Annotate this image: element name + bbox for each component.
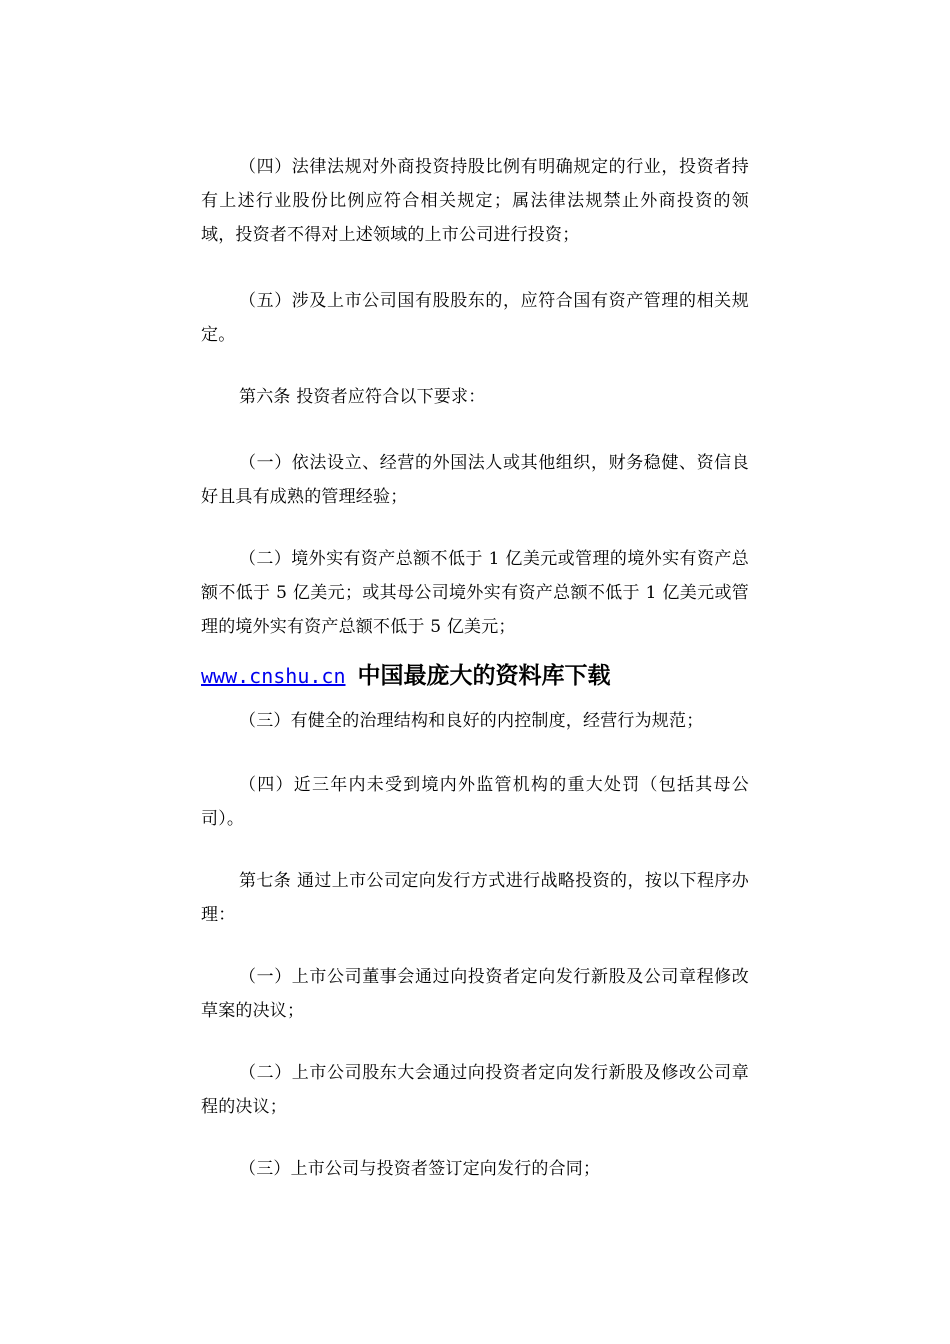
banner-slogan: 中国最庞大的资料库下载 xyxy=(357,663,611,689)
paragraph-procedure-2: （二）上市公司股东大会通过向投资者定向发行新股及修改公司章程的决议； xyxy=(201,1063,749,1117)
site-banner xyxy=(201,656,611,696)
paragraph-procedure-3: （三）上市公司与投资者签订定向发行的合同； xyxy=(239,1159,601,1179)
paragraph-investor-req-1: （一）依法设立、经营的外国法人或其他组织，财务稳健、资信良好且具有成熟的管理经验； xyxy=(201,453,749,507)
paragraph-item-5-state-shares: （五）涉及上市公司国有股股东的，应符合国有资产管理的相关规定。 xyxy=(201,291,749,345)
paragraph-investor-req-3: （三）有健全的治理结构和良好的内控制度，经营行为规范； xyxy=(239,711,704,731)
paragraph-item-4-foreign-ratio: （四）法律法规对外商投资持股比例有明确规定的行业，投资者持有上述行业股份比例应符合相关规定；属法律法规禁止外商投资的领域，投资者不得对上述领域的上市公司进行投资； xyxy=(201,157,749,245)
paragraph-procedure-1: （一）上市公司董事会通过向投资者定向发行新股及公司章程修改草案的决议； xyxy=(201,967,749,1021)
site-link[interactable]: www.cnshu.cn xyxy=(201,664,346,688)
article-6-heading: 第六条 投资者应符合以下要求： xyxy=(239,387,486,407)
article-7-heading: 第七条 通过上市公司定向发行方式进行战略投资的，按以下程序办理： xyxy=(201,871,749,925)
paragraph-investor-req-2: （二）境外实有资产总额不低于 1 亿美元或管理的境外实有资产总额不低于 5 亿美元；或其母公司境外实有资产总额不低于 1 亿美元或管理的境外实有资产总额不低于 5 亿美元； xyxy=(201,549,749,637)
paragraph-investor-req-4: （四）近三年内未受到境内外监管机构的重大处罚（包括其母公司）。 xyxy=(201,775,749,829)
